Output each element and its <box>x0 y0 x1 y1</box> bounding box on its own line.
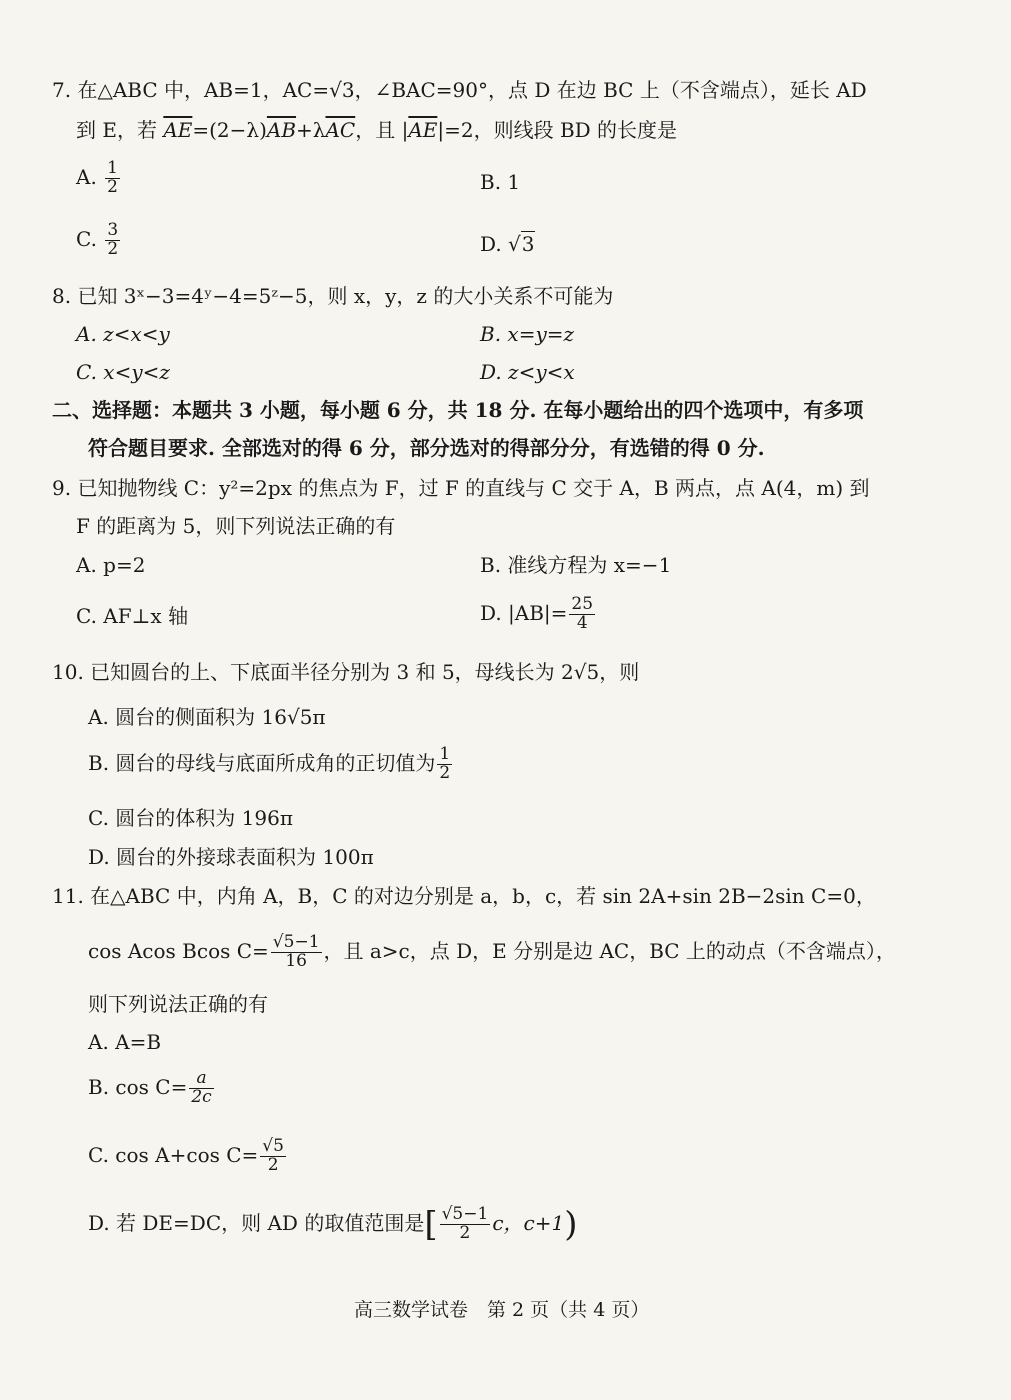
numerator: 1 <box>107 158 118 178</box>
denominator: 2 <box>107 176 118 197</box>
denominator: 2c <box>191 1086 212 1107</box>
q10-option-c: C. 圆台的体积为 196π <box>88 806 293 830</box>
q11-option-d <box>88 1206 577 1243</box>
denominator: 2 <box>107 238 119 259</box>
q8-option-c: C. x<y<z <box>76 360 170 384</box>
q8-stem: 8. 已知 3ˣ−3=4ʸ−4=5ᶻ−5，则 x，y，z 的大小关系不可能为 <box>52 284 614 308</box>
vector-ac: $\overline{AC}$ <box>325 118 356 142</box>
q11-text-b: ，且 a>c，点 D，E 分别是边 AC，BC 上的动点（不含端点）， <box>323 938 896 963</box>
q11-option-a: A. A=B <box>88 1030 162 1054</box>
page-footer: 高三数学试卷 第 2 页（共 4 页） <box>354 1299 650 1321</box>
q9-stem-line1: 9. 已知抛物线 C：y²=2px 的焦点为 F，过 F 的直线与 C 交于 A，B 两点，点 A(4，m) 到 <box>52 476 870 500</box>
denominator: 2 <box>267 1154 279 1175</box>
vector-ab: $\overline{AB}$ <box>266 118 297 142</box>
denominator: 4 <box>576 612 588 633</box>
section2-heading-line2: 符合题目要求. 全部选对的得 6 分，部分选对的得部分分，有选错的得 0 分. <box>88 436 765 460</box>
numerator: √5−1 <box>441 1204 489 1224</box>
q7-option-b: B. 1 <box>480 170 521 194</box>
q7-option-d <box>480 230 535 258</box>
interval-rest: c，c+1 <box>492 1210 565 1235</box>
q9-stem-line2: F 的距离为 5，则下列说法正确的有 <box>76 514 396 538</box>
q11-stem-line2 <box>88 934 896 971</box>
radicand: 3 <box>521 232 535 256</box>
option-label: B. cos C= <box>88 1074 188 1099</box>
q7-text-e: |=2，则线段 BD 的长度是 <box>437 118 678 142</box>
numerator: 25 <box>571 594 594 614</box>
option-label: A. <box>76 164 97 189</box>
vector-ae-2: $\overline{AE}$ <box>408 118 438 142</box>
fraction <box>105 222 120 259</box>
fraction <box>189 1070 213 1107</box>
q7-text-a: 到 E，若 <box>76 118 164 142</box>
numerator: √5−1 <box>272 932 320 952</box>
option-label: C. <box>76 226 97 251</box>
q9-option-c: C. AF⊥x 轴 <box>76 604 189 628</box>
q8-option-a: A. z<x<y <box>76 322 170 346</box>
q11-text-a: cos Acos Bcos C= <box>88 938 269 963</box>
numerator: a <box>189 1070 213 1089</box>
option-label: D. 若 DE=DC，则 AD 的取值范围是 <box>88 1210 425 1235</box>
q9-option-a: A. p=2 <box>76 553 146 577</box>
section2-heading-line1: 二、选择题：本题共 3 小题，每小题 6 分，共 18 分. 在每小题给出的四个选项中，有多项 <box>52 398 864 422</box>
option-label: D. √ <box>480 232 521 256</box>
q11-stem-line1: 11. 在△ABC 中，内角 A，B，C 的对边分别是 a，b，c，若 sin 2A+sin 2B−2sin C=0， <box>52 884 876 908</box>
q7-stem-line2 <box>76 116 677 144</box>
q7-option-c <box>76 222 122 259</box>
fraction <box>260 1138 286 1175</box>
option-label: C. cos A+cos C= <box>88 1142 259 1167</box>
numerator: √5 <box>262 1136 284 1156</box>
q11-option-c <box>88 1138 288 1175</box>
q11-stem-line3: 则下列说法正确的有 <box>88 992 268 1016</box>
q10-option-b <box>88 746 454 783</box>
option-label: B. 圆台的母线与底面所成角的正切值为 <box>88 750 436 775</box>
open-bracket: [ <box>424 1204 438 1245</box>
q10-stem: 10. 已知圆台的上、下底面半径分别为 3 和 5，母线长为 2√5，则 <box>52 660 640 684</box>
fraction <box>569 596 595 633</box>
q10-option-a: A. 圆台的侧面积为 16√5π <box>88 705 326 729</box>
q7-text-b: =(2−λ) <box>192 118 267 142</box>
denominator: 2 <box>459 1222 471 1243</box>
fraction <box>440 1206 491 1243</box>
numerator: 3 <box>107 220 119 240</box>
vector-ae: $\overline{AE}$ <box>163 118 193 142</box>
q7-stem-line1: 7. 在△ABC 中，AB=1，AC=√3，∠BAC=90°，点 D 在边 BC 上（不含端点），延长 AD <box>52 78 867 102</box>
q7-text-c: +λ <box>296 118 326 142</box>
numerator: 1 <box>439 744 451 764</box>
q10-option-d: D. 圆台的外接球表面积为 100π <box>88 845 374 869</box>
denominator: 2 <box>439 762 451 783</box>
close-paren: ) <box>564 1204 578 1245</box>
q8-option-d: D. z<y<x <box>480 360 575 384</box>
denominator: 16 <box>285 950 307 971</box>
q9-option-d <box>480 596 597 633</box>
option-label: D. |AB|= <box>480 600 568 625</box>
q9-option-b: B. 准线方程为 x=−1 <box>480 553 672 577</box>
q8-option-b: B. x=y=z <box>480 322 575 346</box>
q7-text-d: ，且 | <box>355 118 409 142</box>
fraction <box>437 746 452 783</box>
fraction <box>105 160 120 197</box>
q7-option-a <box>76 160 122 197</box>
q11-option-b <box>88 1070 216 1107</box>
fraction <box>271 934 322 971</box>
